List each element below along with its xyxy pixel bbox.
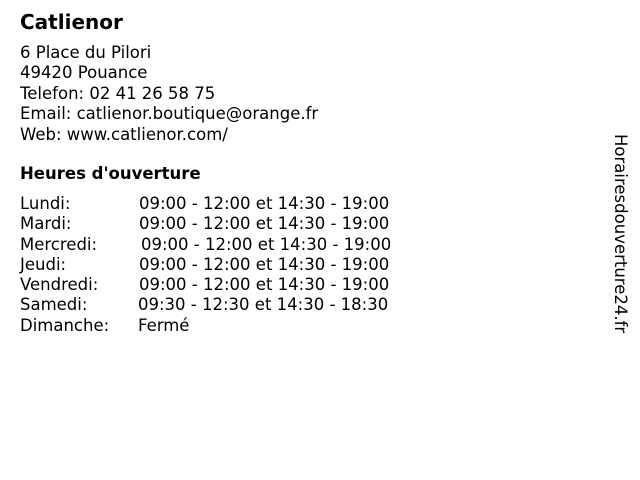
day-label: Samedi:: [20, 295, 88, 315]
phone-number: Telefon: 02 41 26 58 75: [20, 83, 216, 103]
day-label: Mardi:: [20, 214, 72, 234]
time-value: 09:30 - 12:30 et 14:30 - 18:30: [138, 295, 389, 315]
contact-info: [20, 43, 318, 145]
address-city: 49420 Pouance: [20, 63, 148, 83]
time-value: 09:00 - 12:00 et 14:30 - 19:00: [139, 194, 390, 213]
day-label: Dimanche:: [20, 315, 110, 335]
time-value: Fermé: [138, 315, 190, 335]
day-label: Vendredi:: [20, 275, 99, 295]
brand-watermark: Horairesdouverture24.fr: [611, 134, 630, 334]
business-name: Catlienor: [20, 10, 123, 34]
time-value: 09:00 - 12:00 et 14:30 - 19:00: [139, 214, 390, 234]
email-address: Email: catlienor.boutique@orange.fr: [20, 104, 319, 124]
time-value: 09:00 - 12:00 et 14:30 - 19:00: [141, 234, 392, 254]
day-label: Jeudi:: [20, 254, 67, 274]
address-street: 6 Place du Pilori: [20, 43, 152, 62]
time-value: 09:00 - 12:00 et 14:30 - 19:00: [139, 254, 390, 274]
website-address: Web: www.catlienor.com/: [20, 124, 228, 144]
day-label: Lundi:: [20, 194, 71, 213]
time-value: 09:00 - 12:00 et 14:30 - 19:00: [139, 275, 390, 295]
day-label: Mercredi:: [20, 234, 98, 254]
opening-hours-heading: Heures d'ouverture: [20, 164, 201, 183]
